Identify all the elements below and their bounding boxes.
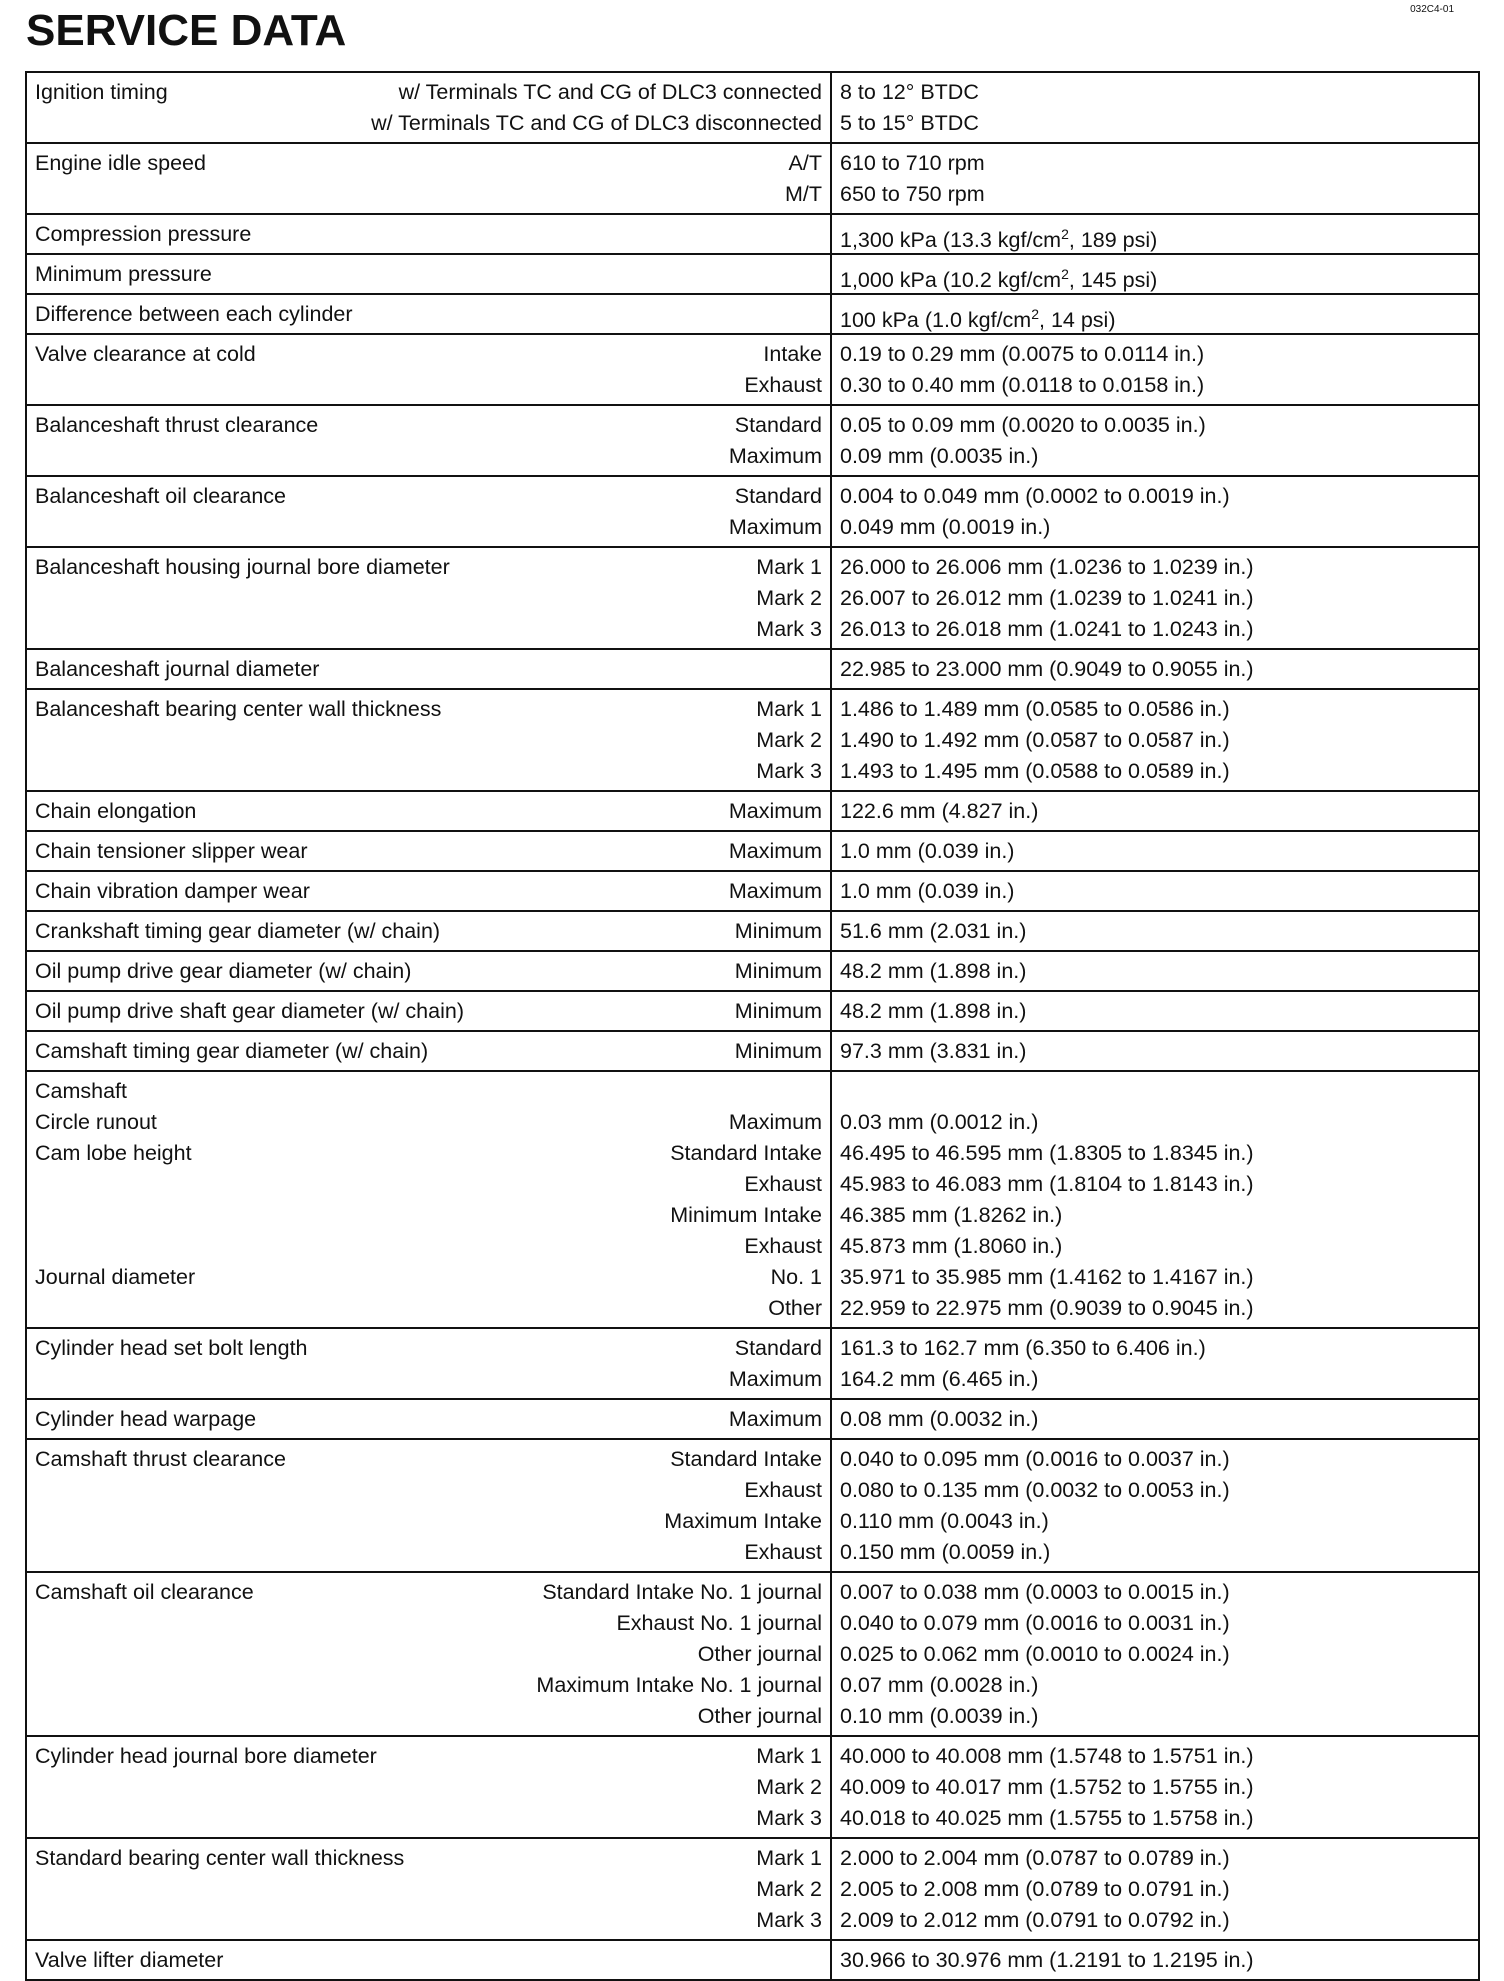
spec-item-cell <box>26 254 831 294</box>
spec-item-label: Chain tensioner slipper wear <box>35 839 308 863</box>
spec-value: 26.007 to 26.012 mm (1.0239 to 1.0241 in.) <box>840 586 1254 610</box>
table-row <box>26 649 1479 689</box>
spec-value-cell <box>831 547 1479 649</box>
spec-item-label: Crankshaft timing gear diameter (w/ chain) <box>35 919 441 943</box>
spec-item-line <box>35 1803 822 1834</box>
spec-condition-label: Minimum <box>734 999 822 1023</box>
spec-item-line <box>35 796 822 827</box>
spec-value: 0.19 to 0.29 mm (0.0075 to 0.0114 in.) <box>840 342 1205 366</box>
spec-item-line <box>35 1772 822 1803</box>
spec-value: 0.07 mm (0.0028 in.) <box>840 1673 1039 1697</box>
spec-value: 1.493 to 1.495 mm (0.0588 to 0.0589 in.) <box>840 759 1230 783</box>
spec-value: 161.3 to 162.7 mm (6.350 to 6.406 in.) <box>840 1336 1206 1360</box>
spec-item-cell <box>26 1940 831 1980</box>
spec-value-cell <box>831 831 1479 871</box>
spec-condition-label: Maximum <box>728 879 822 903</box>
spec-value: 0.049 mm (0.0019 in.) <box>840 515 1051 539</box>
spec-value: 0.10 mm (0.0039 in.) <box>840 1704 1039 1728</box>
table-row <box>26 1071 1479 1328</box>
spec-value: 40.000 to 40.008 mm (1.5748 to 1.5751 in.) <box>840 1744 1254 1768</box>
spec-condition-label: Mark 3 <box>756 1908 822 1932</box>
spec-item-line <box>35 1475 822 1506</box>
spec-item-line <box>35 410 822 441</box>
spec-item-line <box>35 512 822 543</box>
spec-condition-label: Exhaust <box>744 1478 822 1502</box>
spec-condition-label: Exhaust <box>744 1172 822 1196</box>
spec-value: 1.0 mm (0.039 in.) <box>840 839 1015 863</box>
spec-value-cell <box>831 951 1479 991</box>
spec-value-cell <box>831 405 1479 476</box>
spec-item-label: Camshaft thrust clearance <box>35 1447 286 1471</box>
spec-value-cell <box>831 1399 1479 1439</box>
table-row <box>26 254 1479 294</box>
spec-item-cell <box>26 1328 831 1399</box>
spec-condition-label: Mark 1 <box>756 1744 822 1768</box>
spec-condition-label: Mark 1 <box>756 555 822 579</box>
spec-item-line <box>35 370 822 401</box>
spec-item-line <box>35 1364 822 1395</box>
service-data-table <box>25 71 1480 1981</box>
spec-condition-label: Exhaust <box>744 1540 822 1564</box>
spec-value: 2.005 to 2.008 mm (0.0789 to 0.0791 in.) <box>840 1877 1230 1901</box>
spec-condition-label: Maximum Intake No. 1 journal <box>536 1673 822 1697</box>
spec-item-cell <box>26 1071 831 1328</box>
spec-value: 1.490 to 1.492 mm (0.0587 to 0.0587 in.) <box>840 728 1230 752</box>
spec-item-line <box>35 1262 822 1293</box>
spec-item-cell <box>26 1572 831 1736</box>
spec-item-line <box>35 1874 822 1905</box>
spec-value: 100 kPa (1.0 kgf/$cm^2$, 14 psi) <box>840 306 1116 333</box>
spec-value: 97.3 mm (3.831 in.) <box>840 1039 1027 1063</box>
spec-item-line <box>35 1945 822 1976</box>
spec-value-cell <box>831 334 1479 405</box>
spec-value: 51.6 mm (2.031 in.) <box>840 919 1027 943</box>
spec-item-line <box>35 552 822 583</box>
table-row <box>26 831 1479 871</box>
spec-value: 0.080 to 0.135 mm (0.0032 to 0.0053 in.) <box>840 1478 1230 1502</box>
spec-value: 8 to 12° BTDC <box>840 80 979 104</box>
spec-item-line <box>35 614 822 645</box>
spec-item-line <box>35 836 822 867</box>
spec-condition-label: Mark 3 <box>756 1806 822 1830</box>
spec-item-line <box>35 441 822 472</box>
spec-value: 40.018 to 40.025 mm (1.5755 to 1.5758 in.) <box>840 1806 1254 1830</box>
spec-item-cell <box>26 649 831 689</box>
spec-item-label: Cylinder head warpage <box>35 1407 257 1431</box>
table-row <box>26 871 1479 911</box>
spec-item-line <box>35 996 822 1027</box>
spec-value: 0.08 mm (0.0032 in.) <box>840 1407 1039 1431</box>
spec-item-line <box>35 1843 822 1874</box>
spec-item-line <box>35 219 822 250</box>
spec-value: 0.004 to 0.049 mm (0.0002 to 0.0019 in.) <box>840 484 1230 508</box>
spec-condition-label: Maximum <box>728 799 822 823</box>
spec-item-label: Oil pump drive shaft gear diameter (w/ chain) <box>35 999 464 1023</box>
table-row <box>26 1572 1479 1736</box>
spec-condition-label: Minimum <box>734 919 822 943</box>
spec-item-line <box>35 1444 822 1475</box>
table-row <box>26 1838 1479 1940</box>
spec-value: 0.025 to 0.062 mm (0.0010 to 0.0024 in.) <box>840 1642 1230 1666</box>
spec-condition-label: Mark 2 <box>756 728 822 752</box>
spec-item-label: Standard bearing center wall thickness <box>35 1846 405 1870</box>
spec-item-line <box>35 1036 822 1067</box>
spec-value-cell <box>831 294 1479 334</box>
table-row <box>26 547 1479 649</box>
table-row <box>26 1439 1479 1572</box>
table-row <box>26 405 1479 476</box>
spec-item-label: Compression pressure <box>35 222 252 246</box>
spec-item-line <box>35 1670 822 1701</box>
spec-item-cell <box>26 791 831 831</box>
spec-condition-label: Maximum <box>728 1407 822 1431</box>
table-row <box>26 72 1479 143</box>
spec-value: 45.873 mm (1.8060 in.) <box>840 1234 1063 1258</box>
document-code: 032C4-01 <box>1410 4 1454 15</box>
spec-condition-label: Standard <box>734 413 822 437</box>
spec-item-line <box>35 179 822 210</box>
spec-item-cell <box>26 871 831 911</box>
spec-value: 122.6 mm (4.827 in.) <box>840 799 1039 823</box>
spec-value-cell <box>831 991 1479 1031</box>
spec-value-cell <box>831 689 1479 791</box>
spec-item-line <box>35 1537 822 1568</box>
spec-value-cell <box>831 254 1479 294</box>
spec-item-line <box>35 299 822 330</box>
spec-item-line <box>35 654 822 685</box>
spec-value-cell <box>831 476 1479 547</box>
spec-condition-label: Other journal <box>697 1642 822 1666</box>
spec-item-line <box>35 756 822 787</box>
spec-condition-label: Maximum <box>728 839 822 863</box>
spec-value: 1,000 kPa (10.2 kgf/$cm^2$, 145 psi) <box>840 266 1158 293</box>
spec-value-cell <box>831 1572 1479 1736</box>
spec-condition-label: Minimum <box>734 959 822 983</box>
spec-value-cell <box>831 1439 1479 1572</box>
spec-item-cell <box>26 294 831 334</box>
spec-item-line <box>35 725 822 756</box>
spec-item-label: Minimum pressure <box>35 262 212 286</box>
spec-item-cell <box>26 547 831 649</box>
spec-item-line <box>35 1200 822 1231</box>
spec-item-label: Cylinder head set bolt length <box>35 1336 308 1360</box>
table-row <box>26 1031 1479 1071</box>
spec-value: 0.110 mm (0.0043 in.) <box>840 1509 1049 1533</box>
spec-item-label: Valve lifter diameter <box>35 1948 224 1972</box>
spec-item-label: Oil pump drive gear diameter (w/ chain) <box>35 959 412 983</box>
spec-condition-label: Exhaust <box>744 373 822 397</box>
spec-value-cell <box>831 72 1479 143</box>
table-row <box>26 1940 1479 1980</box>
spec-condition-label: Minimum Intake <box>670 1203 822 1227</box>
spec-item-cell <box>26 1031 831 1071</box>
spec-value-cell <box>831 791 1479 831</box>
spec-condition-label: Exhaust <box>744 1234 822 1258</box>
spec-condition-label: Maximum Intake <box>664 1509 822 1533</box>
spec-item-line <box>35 1333 822 1364</box>
spec-item-label: Balanceshaft housing journal bore diameter <box>35 555 450 579</box>
spec-item-label: Cylinder head journal bore diameter <box>35 1744 377 1768</box>
spec-condition-label: Mark 2 <box>756 1877 822 1901</box>
spec-item-line <box>35 1608 822 1639</box>
spec-item-line <box>35 1107 822 1138</box>
spec-value: 1,300 kPa (13.3 kgf/$cm^2$, 189 psi) <box>840 226 1158 253</box>
spec-item-line <box>35 1138 822 1169</box>
spec-value: 5 to 15° BTDC <box>840 111 979 135</box>
spec-item-line <box>35 1169 822 1200</box>
spec-condition-label: A/T <box>788 151 822 175</box>
spec-item-cell <box>26 911 831 951</box>
spec-condition-label: Standard Intake No. 1 journal <box>542 1580 822 1604</box>
spec-item-cell <box>26 405 831 476</box>
spec-condition-label: Mark 3 <box>756 617 822 641</box>
spec-value: 0.040 to 0.095 mm (0.0016 to 0.0037 in.) <box>840 1447 1230 1471</box>
table-row <box>26 294 1479 334</box>
spec-item-line <box>35 481 822 512</box>
spec-value-cell <box>831 1940 1479 1980</box>
spec-item-cell <box>26 334 831 405</box>
spec-value: 26.000 to 26.006 mm (1.0236 to 1.0239 in.) <box>840 555 1254 579</box>
spec-item-cell <box>26 831 831 871</box>
spec-item-line <box>35 1076 822 1107</box>
spec-item-label: Circle runout <box>35 1110 157 1134</box>
spec-value: 0.09 mm (0.0035 in.) <box>840 444 1039 468</box>
spec-item-line <box>35 1506 822 1537</box>
spec-item-cell <box>26 476 831 547</box>
spec-condition-label: Mark 2 <box>756 586 822 610</box>
spec-condition-label: Other journal <box>697 1704 822 1728</box>
spec-value-cell <box>831 1071 1479 1328</box>
spec-condition-label: Standard <box>734 1336 822 1360</box>
spec-item-cell <box>26 72 831 143</box>
spec-value: 610 to 710 rpm <box>840 151 985 175</box>
spec-condition-label: Mark 1 <box>756 1846 822 1870</box>
spec-value-cell <box>831 871 1479 911</box>
spec-item-cell <box>26 689 831 791</box>
spec-value-cell <box>831 1031 1479 1071</box>
spec-item-line <box>35 148 822 179</box>
spec-item-cell <box>26 951 831 991</box>
spec-condition-label: Standard Intake <box>670 1141 822 1165</box>
spec-item-cell <box>26 143 831 214</box>
table-row <box>26 951 1479 991</box>
spec-item-label: Chain elongation <box>35 799 197 823</box>
spec-item-line <box>35 77 822 108</box>
spec-value: 45.983 to 46.083 mm (1.8104 to 1.8143 in.) <box>840 1172 1254 1196</box>
spec-value: 46.385 mm (1.8262 in.) <box>840 1203 1063 1227</box>
spec-table-body <box>26 72 1479 1980</box>
spec-item-line <box>35 1293 822 1324</box>
spec-condition-label: Maximum <box>728 1110 822 1134</box>
spec-item-label: Balanceshaft thrust clearance <box>35 413 319 437</box>
spec-item-cell <box>26 991 831 1031</box>
spec-item-label: Chain vibration damper wear <box>35 879 310 903</box>
spec-value: 46.495 to 46.595 mm (1.8305 to 1.8345 in.) <box>840 1141 1254 1165</box>
spec-item-label: Balanceshaft journal diameter <box>35 657 320 681</box>
spec-item-line <box>35 259 822 290</box>
spec-item-cell <box>26 1736 831 1838</box>
spec-value: 0.040 to 0.079 mm (0.0016 to 0.0031 in.) <box>840 1611 1230 1635</box>
spec-value: 48.2 mm (1.898 in.) <box>840 999 1027 1023</box>
spec-item-line <box>35 108 822 139</box>
spec-value: 26.013 to 26.018 mm (1.0241 to 1.0243 in.) <box>840 617 1254 641</box>
spec-item-label: Cam lobe height <box>35 1141 192 1165</box>
spec-item-label: Camshaft oil clearance <box>35 1580 254 1604</box>
spec-value-cell <box>831 1736 1479 1838</box>
page-title: SERVICE DATA <box>26 6 347 55</box>
spec-condition-label: Standard Intake <box>670 1447 822 1471</box>
spec-value-cell <box>831 214 1479 254</box>
spec-value: 22.985 to 23.000 mm (0.9049 to 0.9055 in.) <box>840 657 1254 681</box>
spec-value: 2.000 to 2.004 mm (0.0787 to 0.0789 in.) <box>840 1846 1230 1870</box>
spec-item-line <box>35 694 822 725</box>
spec-value: 40.009 to 40.017 mm (1.5752 to 1.5755 in.) <box>840 1775 1254 1799</box>
spec-value: 1.486 to 1.489 mm (0.0585 to 0.0586 in.) <box>840 697 1230 721</box>
spec-item-label: Balanceshaft bearing center wall thickness <box>35 697 442 721</box>
spec-value-cell <box>831 911 1479 951</box>
spec-condition-label: Standard <box>734 484 822 508</box>
spec-value: 0.05 to 0.09 mm (0.0020 to 0.0035 in.) <box>840 413 1206 437</box>
spec-item-line <box>35 916 822 947</box>
spec-condition-label: w/ Terminals TC and CG of DLC3 disconnected <box>371 111 822 135</box>
spec-item-line <box>35 1231 822 1262</box>
spec-condition-label: Intake <box>763 342 822 366</box>
spec-value: 0.007 to 0.038 mm (0.0003 to 0.0015 in.) <box>840 1580 1230 1604</box>
spec-item-line <box>35 583 822 614</box>
spec-item-label: Engine idle speed <box>35 151 206 175</box>
spec-condition-label: Other <box>768 1296 822 1320</box>
table-row <box>26 911 1479 951</box>
spec-item-cell <box>26 1439 831 1572</box>
spec-value-cell <box>831 1328 1479 1399</box>
table-row <box>26 214 1479 254</box>
spec-item-cell <box>26 1838 831 1940</box>
spec-value <box>840 1076 1470 1107</box>
spec-item-label: Balanceshaft oil clearance <box>35 484 286 508</box>
spec-item-label: Camshaft timing gear diameter (w/ chain) <box>35 1039 429 1063</box>
spec-item-line <box>35 1639 822 1670</box>
spec-condition-label: Mark 2 <box>756 1775 822 1799</box>
table-row <box>26 1736 1479 1838</box>
spec-value: 0.03 mm (0.0012 in.) <box>840 1110 1039 1134</box>
spec-item-line <box>35 1577 822 1608</box>
spec-item-label: Valve clearance at cold <box>35 342 256 366</box>
spec-condition-label: w/ Terminals TC and CG of DLC3 connected <box>398 80 822 104</box>
spec-value: 0.150 mm (0.0059 in.) <box>840 1540 1051 1564</box>
spec-item-cell <box>26 1399 831 1439</box>
spec-item-label: Journal diameter <box>35 1265 196 1289</box>
spec-item-label: Camshaft <box>35 1079 128 1103</box>
spec-value: 650 to 750 rpm <box>840 182 985 206</box>
spec-value: 1.0 mm (0.039 in.) <box>840 879 1015 903</box>
spec-item-cell <box>26 214 831 254</box>
spec-condition-label: Maximum <box>728 444 822 468</box>
spec-value: 0.30 to 0.40 mm (0.0118 to 0.0158 in.) <box>840 373 1205 397</box>
table-row <box>26 689 1479 791</box>
spec-value-cell <box>831 649 1479 689</box>
spec-value: 48.2 mm (1.898 in.) <box>840 959 1027 983</box>
spec-value: 35.971 to 35.985 mm (1.4162 to 1.4167 in.) <box>840 1265 1254 1289</box>
table-row <box>26 476 1479 547</box>
spec-item-line <box>35 1404 822 1435</box>
spec-value: 22.959 to 22.975 mm (0.9039 to 0.9045 in.) <box>840 1296 1254 1320</box>
table-row <box>26 334 1479 405</box>
spec-item-label: Ignition timing <box>35 80 168 104</box>
spec-condition-label: M/T <box>784 182 822 206</box>
spec-condition-label: No. 1 <box>770 1265 822 1289</box>
table-row <box>26 991 1479 1031</box>
spec-condition-label: Maximum <box>728 1367 822 1391</box>
spec-item-line <box>35 1701 822 1732</box>
table-row <box>26 1328 1479 1399</box>
spec-condition-label: Mark 3 <box>756 759 822 783</box>
spec-value-cell <box>831 1838 1479 1940</box>
spec-condition-label: Minimum <box>734 1039 822 1063</box>
spec-item-line <box>35 956 822 987</box>
spec-item-line <box>35 1741 822 1772</box>
table-row <box>26 1399 1479 1439</box>
spec-value: 2.009 to 2.012 mm (0.0791 to 0.0792 in.) <box>840 1908 1230 1932</box>
table-row <box>26 791 1479 831</box>
spec-condition-label: Mark 1 <box>756 697 822 721</box>
spec-value: 30.966 to 30.976 mm (1.2191 to 1.2195 in.) <box>840 1948 1254 1972</box>
spec-value-cell <box>831 143 1479 214</box>
table-row <box>26 143 1479 214</box>
spec-item-line <box>35 876 822 907</box>
spec-condition-label: Maximum <box>728 515 822 539</box>
spec-condition-label: Exhaust No. 1 journal <box>616 1611 822 1635</box>
spec-item-label: Difference between each cylinder <box>35 302 353 326</box>
spec-item-line <box>35 1905 822 1936</box>
spec-item-line <box>35 339 822 370</box>
spec-value: 164.2 mm (6.465 in.) <box>840 1367 1039 1391</box>
